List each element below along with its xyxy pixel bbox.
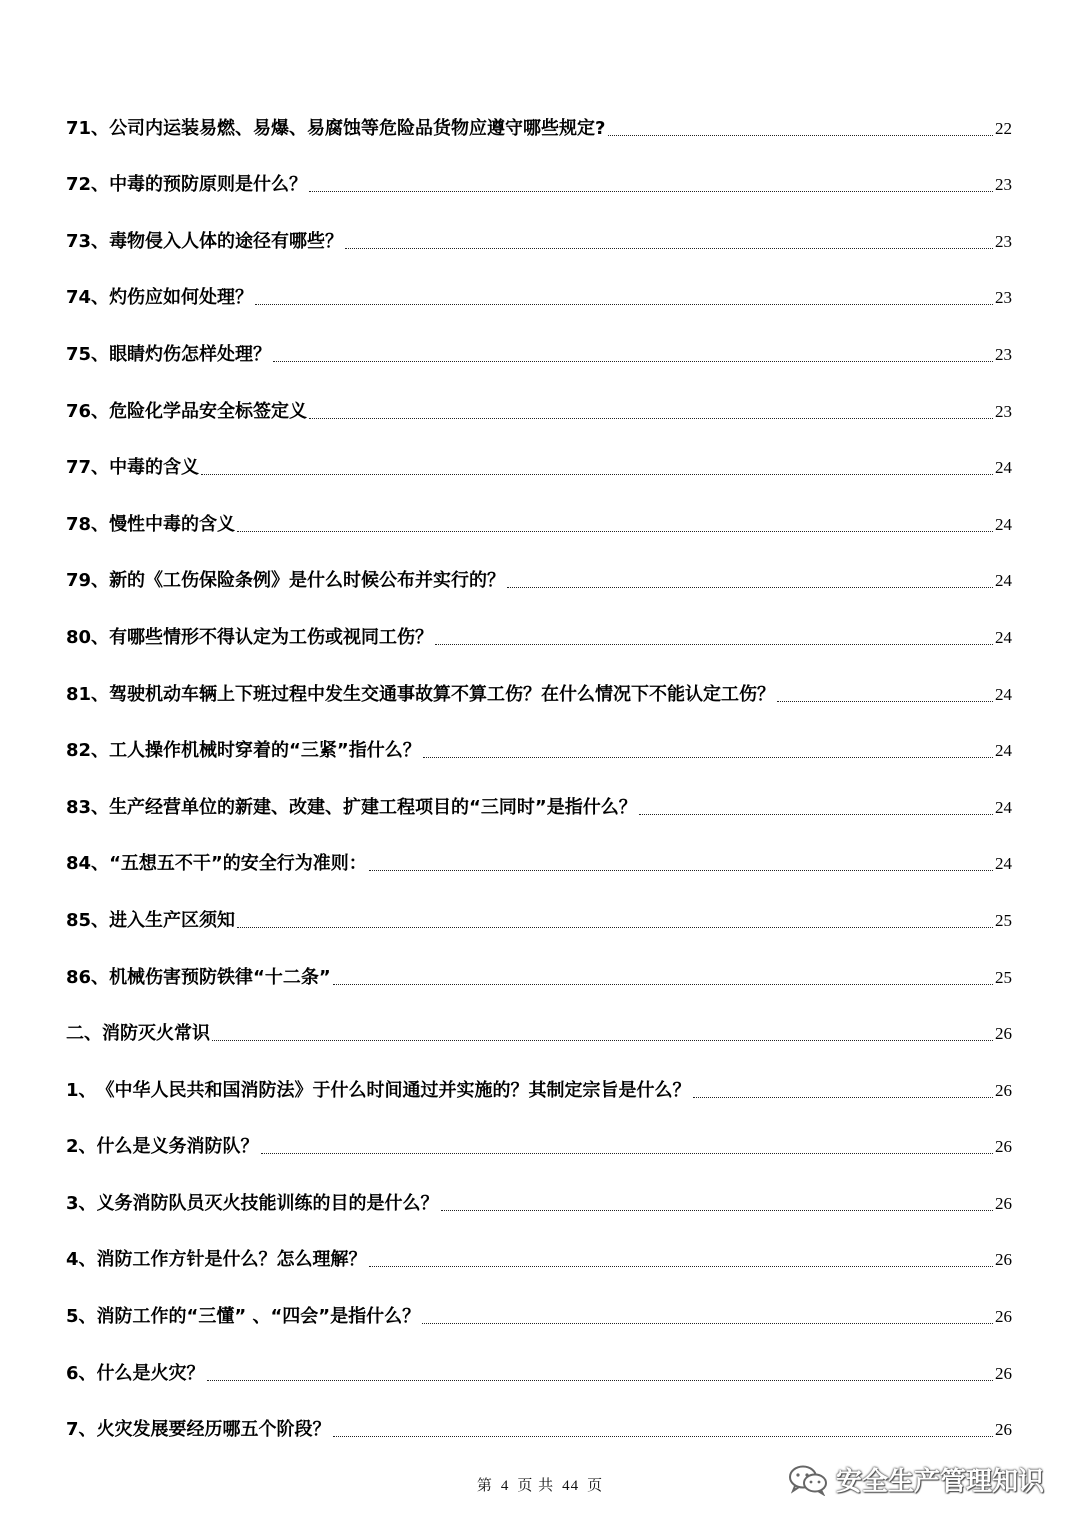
dot-leader [435,644,993,645]
toc-entry-number: 74、 [66,287,110,309]
toc-entry-number: 75、 [66,343,110,365]
toc-entry-title: 公司内运装易燃、易爆、易腐蚀等危险品货物应遵守哪些规定? [109,117,606,139]
toc-entry-page: 23 [995,231,1012,251]
toc-entry-number: 77、 [66,457,110,479]
toc-entry-title: 机械伤害预防铁律“十二条” [109,966,331,988]
toc-entry[interactable] [66,1118,1012,1175]
toc-entry-title: 消防工作的“三懂” 、“四会”是指什么？ [96,1306,421,1328]
dot-leader [777,701,993,702]
toc-entry-number: 78、 [66,513,110,535]
dot-leader [441,1210,993,1211]
toc-entry-page: 26 [995,1307,1012,1327]
toc-entry-title: 义务消防队员灭火技能训练的目的是什么？ [96,1192,439,1214]
dot-leader [237,531,993,532]
toc-entry-title: 慢性中毒的含义 [109,513,236,535]
toc-entry-number: 83、 [66,796,110,818]
toc-entry-title: 灼伤应如何处理？ [109,287,254,309]
toc-entry-page: 26 [995,1363,1012,1383]
toc-entry-number: 72、 [66,174,110,196]
dot-leader [212,1040,993,1041]
toc-entry[interactable] [66,212,1012,269]
dot-leader [273,361,993,362]
table-of-contents [66,99,1012,1457]
toc-entry-page: 26 [995,1080,1012,1100]
toc-entry-number: 81、 [66,683,110,705]
page-total: 44 [562,1478,580,1494]
toc-entry-page: 26 [995,1250,1012,1270]
toc-entry-title: 什么是火灾？ [96,1362,205,1384]
toc-entry[interactable] [66,665,1012,722]
toc-entry-page: 26 [995,1024,1012,1044]
toc-entry[interactable] [66,1401,1012,1458]
toc-entry-number: 84、 [66,853,110,875]
toc-entry-title: 火灾发展要经历哪五个阶段？ [96,1419,331,1441]
toc-entry-page: 25 [995,967,1012,987]
toc-entry-title: 眼睛灼伤怎样处理？ [109,343,272,365]
toc-entry-number: 76、 [66,400,110,422]
toc-entry-page: 23 [995,175,1012,195]
toc-entry-title: 驾驶机动车辆上下班过程中发生交通事故算不算工伤？在什么情况下不能认定工伤？ [109,683,776,705]
wechat-icon [788,1464,828,1496]
toc-entry-number: 85、 [66,909,110,931]
toc-entry[interactable] [66,1174,1012,1231]
toc-entry-number: 3、 [66,1192,97,1214]
toc-entry-title: 什么是义务消防队？ [96,1136,259,1158]
toc-entry-number: 6、 [66,1362,97,1384]
toc-entry-title: 危险化学品安全标签定义 [109,400,308,422]
dot-leader [207,1380,993,1381]
dot-leader [261,1153,993,1154]
page-prefix: 第 [476,1478,493,1494]
toc-entry-page: 24 [995,854,1012,874]
watermark-text: 安全生产管理知识 [835,1467,1044,1497]
toc-entry-number: 7、 [66,1419,97,1441]
toc-entry-title: 消防工作方针是什么？怎么理解？ [96,1249,367,1271]
toc-entry[interactable] [66,439,1012,496]
dot-leader [345,248,993,249]
dot-leader [639,814,993,815]
toc-entry[interactable] [66,99,1012,156]
toc-entry-page: 23 [995,288,1012,308]
toc-entry-title: 中毒的预防原则是什么？ [109,174,308,196]
toc-entry-title: 有哪些情形不得认定为工伤或视同工伤？ [109,626,434,648]
toc-entry[interactable] [66,1231,1012,1288]
toc-entry-page: 24 [995,571,1012,591]
toc-entry-title: 消防灭火常识 [102,1023,210,1045]
toc-entry-page: 26 [995,1420,1012,1440]
dot-leader [309,418,993,419]
dot-leader [369,870,993,871]
toc-entry[interactable] [66,1061,1012,1118]
dot-leader [255,304,993,305]
toc-entry[interactable] [66,835,1012,892]
toc-entry-page: 24 [995,797,1012,817]
toc-entry[interactable] [66,948,1012,1005]
toc-entry-page: 24 [995,684,1012,704]
dot-leader [693,1097,993,1098]
dot-leader [333,1436,993,1437]
dot-leader [309,191,993,192]
toc-entry-page: 24 [995,627,1012,647]
toc-entry[interactable] [66,552,1012,609]
toc-entry[interactable] [66,722,1012,779]
toc-entry-page: 25 [995,910,1012,930]
toc-entry[interactable] [66,325,1012,382]
toc-entry[interactable] [66,382,1012,439]
toc-entry-title: “五想五不干”的安全行为准则： [109,853,367,875]
toc-entry-title: 进入生产区须知 [109,909,236,931]
toc-entry-title: 生产经营单位的新建、改建、扩建工程项目的“三同时”是指什么？ [109,796,637,818]
toc-entry-page: 22 [995,118,1012,138]
toc-entry-title: 工人操作机械时穿着的“三紧”指什么？ [109,740,421,762]
dot-leader [608,135,993,136]
toc-entry-number: 5、 [66,1306,97,1328]
toc-entry-number: 73、 [66,230,110,252]
toc-entry[interactable] [66,608,1012,665]
toc-entry[interactable] [66,1005,1012,1062]
toc-entry-page: 26 [995,1137,1012,1157]
page-current: 4 [500,1478,510,1494]
toc-entry-title: 中毒的含义 [109,457,200,479]
dot-leader [333,984,993,985]
toc-entry-page: 24 [995,741,1012,761]
toc-entry-number: 80、 [66,626,110,648]
toc-entry-page: 23 [995,401,1012,421]
toc-entry-number: 82、 [66,740,110,762]
dot-leader [201,474,993,475]
toc-entry-title: 毒物侵入人体的途径有哪些？ [109,230,344,252]
toc-entry-number: 71、 [66,117,110,139]
toc-entry-page: 23 [995,344,1012,364]
page-mid: 页 共 [517,1478,555,1494]
dot-leader [423,757,993,758]
toc-entry[interactable] [66,1287,1012,1344]
toc-entry-number: 79、 [66,570,110,592]
toc-entry[interactable] [66,778,1012,835]
toc-entry[interactable] [66,891,1012,948]
toc-entry-number: 2、 [66,1136,97,1158]
toc-entry-number: 4、 [66,1249,97,1271]
toc-entry-number: 1、 [66,1079,97,1101]
toc-entry-page: 24 [995,458,1012,478]
toc-entry-number: 86、 [66,966,110,988]
toc-entry-page: 24 [995,514,1012,534]
wechat-watermark [788,1461,1044,1498]
dot-leader [237,927,993,928]
toc-entry-page: 26 [995,1193,1012,1213]
page-suffix: 页 [587,1478,604,1494]
toc-entry[interactable] [66,269,1012,326]
dot-leader [507,587,993,588]
toc-entry[interactable] [66,495,1012,552]
dot-leader [369,1266,993,1267]
dot-leader [422,1323,993,1324]
toc-entry[interactable] [66,1344,1012,1401]
toc-entry-number: 二、 [66,1023,102,1045]
toc-entry[interactable] [66,156,1012,213]
toc-entry-title: 新的《工伤保险条例》是什么时候公布并实行的？ [109,570,506,592]
toc-entry-title: 《中华人民共和国消防法》于什么时间通过并实施的？其制定宗旨是什么？ [96,1079,691,1101]
